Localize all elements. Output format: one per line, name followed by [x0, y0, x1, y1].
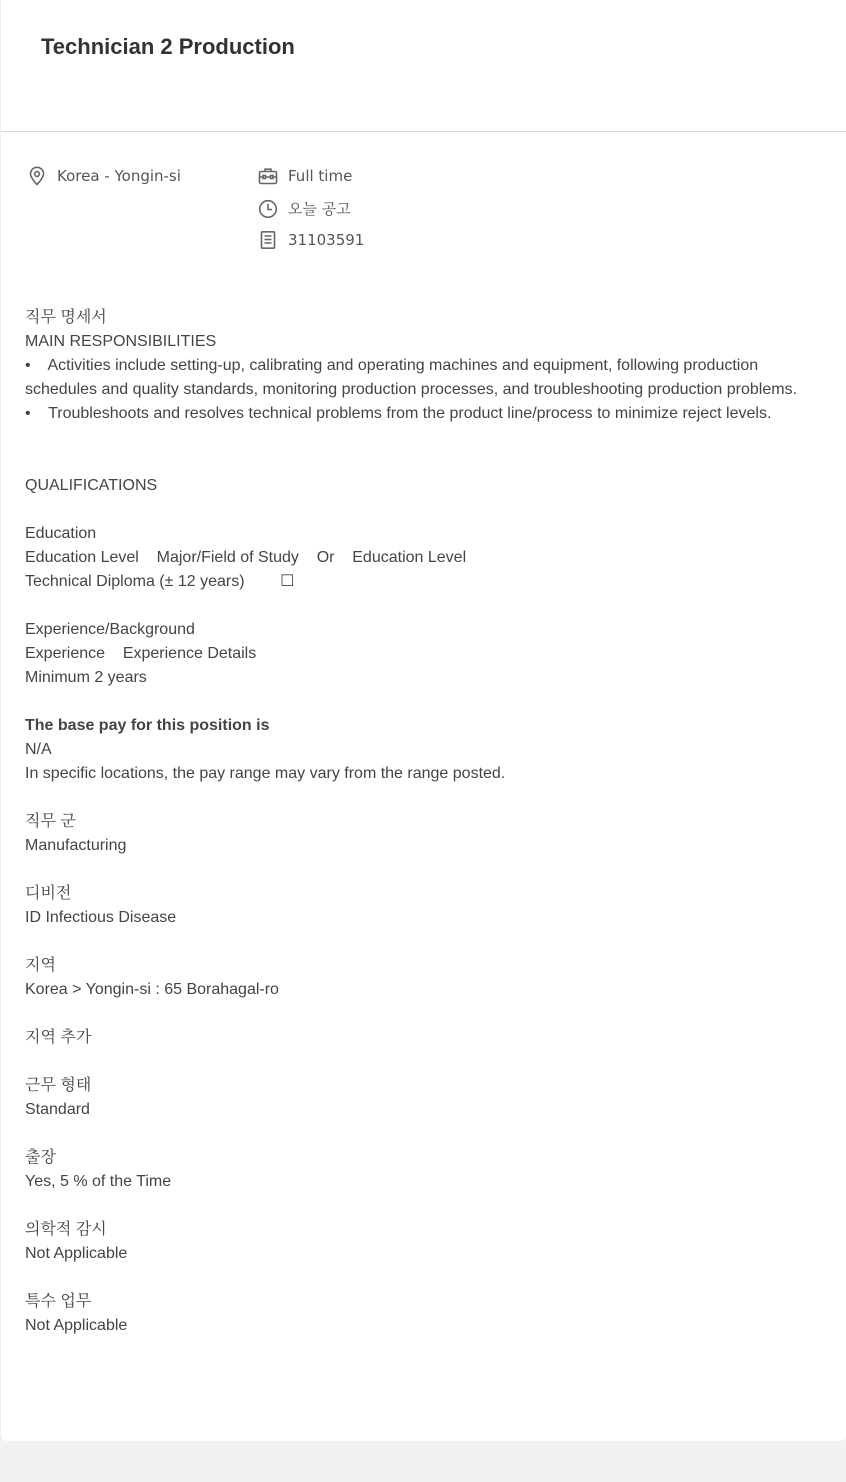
education-columns: Education Level Major/Field of Study Or Education Level	[25, 549, 467, 566]
job-location: Korea - Yongin-si	[57, 167, 181, 185]
meta-location	[27, 166, 181, 186]
responsibility-bullet: • Activities include setting-up, calibrating and operating machines and equipment, following production schedules and quality standards, monitoring production processes, and troubleshooting production problems.	[25, 357, 798, 398]
education-value: Technical Diploma (± 12 years) ☐	[25, 573, 295, 590]
detail-value-division: ID Infectious Disease	[25, 909, 177, 926]
job-id: 31103591	[288, 231, 365, 249]
description-heading: 직무 명세서	[25, 309, 107, 326]
detail-label-work-shift: 근무 형태	[25, 1077, 92, 1094]
meta-posted	[258, 198, 351, 219]
detail-label-division: 디비전	[25, 885, 72, 902]
job-description	[25, 306, 825, 1338]
map-pin-icon	[27, 166, 57, 186]
main-responsibilities-heading: MAIN RESPONSIBILITIES	[25, 333, 217, 350]
meta-job-id	[258, 230, 364, 250]
detail-label-job-family: 직무 군	[25, 813, 76, 830]
posted-date: 오늘 공고	[288, 200, 351, 218]
education-heading: Education	[25, 525, 97, 542]
pay-note: In specific locations, the pay range may vary from the range posted.	[25, 765, 506, 782]
job-title: Technician 2 Production	[41, 34, 295, 59]
detail-value-medical-surveillance: Not Applicable	[25, 1245, 128, 1262]
clock-icon	[258, 199, 288, 219]
detail-label-additional-locations: 지역 추가	[25, 1029, 92, 1046]
detail-label-location: 지역	[25, 957, 56, 974]
job-card	[1, 0, 846, 1441]
responsibility-bullet: • Troubleshoots and resolves technical problems from the product line/process to minimize reject levels.	[25, 405, 772, 422]
detail-label-travel: 출장	[25, 1149, 56, 1166]
job-header	[1, 0, 846, 132]
experience-heading: Experience/Background	[25, 621, 195, 638]
experience-columns: Experience Experience Details	[25, 645, 257, 662]
detail-value-location: Korea > Yongin-si : 65 Borahagal-ro	[25, 981, 279, 998]
meta-employment-type	[258, 166, 352, 186]
detail-value-significant-work-activities: Not Applicable	[25, 1317, 128, 1334]
employment-type: Full time	[288, 167, 353, 185]
briefcase-icon	[258, 166, 288, 186]
detail-value-job-family: Manufacturing	[25, 837, 127, 854]
detail-label-significant-work-activities: 특수 업무	[25, 1293, 92, 1310]
detail-value-travel: Yes, 5 % of the Time	[25, 1173, 172, 1190]
pay-heading: The base pay for this position is	[25, 717, 270, 734]
detail-label-medical-surveillance: 의학적 감시	[25, 1221, 107, 1238]
qualifications-heading: QUALIFICATIONS	[25, 477, 158, 494]
pay-value: N/A	[25, 741, 52, 758]
document-icon	[258, 230, 288, 250]
experience-value: Minimum 2 years	[25, 669, 147, 686]
detail-value-work-shift: Standard	[25, 1101, 90, 1118]
